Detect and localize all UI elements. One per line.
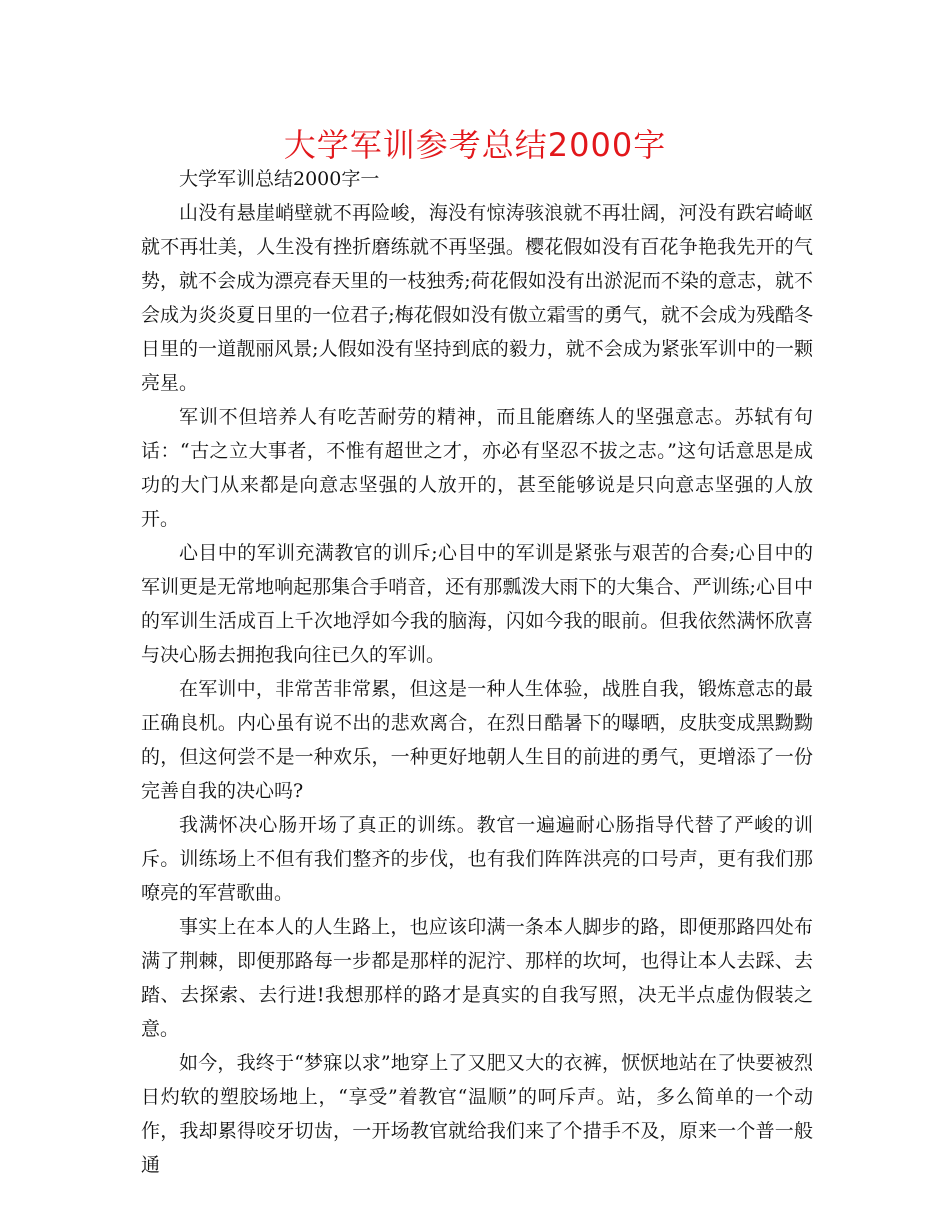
paragraph: 在军训中，非常苦非常累，但这是一种人生体验，战胜自我，锻炼意志的最正确良机。内心虽有说不出的悲欢离合，在烈日酷暑下的曝晒，皮肤变成黑黝黝的，但这何尝不是一种欢乐，一种更好地朝人生目的前进的勇气，更增添了一份完善自我的决心吗? [141, 678, 813, 802]
paragraph: 如今，我终于“梦寐以求”地穿上了又肥又大的衣裤，恹恹地站在了快要被烈日灼软的塑胶场地上，“享受”着教官“温顺”的呵斥声。站，多么简单的一个动作，我却累得咬牙切齿，一开场教官就给我们来了个措手不及，原来一个普一般通 [141, 1052, 813, 1176]
document-title: 大学军训参考总结2000字 [283, 126, 667, 164]
paragraph: 山没有悬崖峭壁就不再险峻，海没有惊涛骇浪就不再壮阔，河没有跌宕崎岖就不再壮美，人生没有挫折磨练就不再坚强。樱花假如没有百花争艳我先开的气势，就不会成为漂亮春天里的一枝独秀;荷花假如没有出淤泥而不染的意志，就不会成为炎炎夏日里的一位君子;梅花假如没有傲立霜雪的勇气，就不会成为残酷冬日里的一道靓丽风景;人假如没有坚持到底的毅力，就不会成为紧张军训中的一颗亮星。 [141, 202, 813, 394]
document-body [141, 162, 813, 1182]
paragraph: 心目中的军训充满教官的训斥;心目中的军训是紧张与艰苦的合奏;心目中的军训更是无常地响起那集合手哨音，还有那瓢泼大雨下的大集合、严训练;心目中的军训生活成百上千次地浮如今我的脑海，闪如今我的眼前。但我依然满怀欣喜与决心肠去拥抱我向往已久的军训。 [141, 542, 813, 666]
paragraph: 我满怀决心肠开场了真正的训练。教官一遍遍耐心肠指导代替了严峻的训斥。训练场上不但有我们整齐的步伐，也有我们阵阵洪亮的口号声，更有我们那嘹亮的军营歌曲。 [141, 814, 813, 904]
paragraph-subtitle: 大学军训总结2000字一 [179, 168, 380, 190]
paragraph: 军训不但培养人有吃苦耐劳的精神，而且能磨练人的坚强意志。苏轼有句话：“古之立大事者，不惟有超世之才，亦必有坚忍不拔之志。”这句话意思是成功的大门从来都是向意志坚强的人放开的，甚至能够说是只向意志坚强的人放开。 [141, 406, 813, 530]
paragraph: 事实上在本人的人生路上，也应该印满一条本人脚步的路，即便那路四处布满了荆棘，即便那路每一步都是那样的泥泞、那样的坎坷，也得让本人去踩、去踏、去探索、去行进!我想那样的路才是真实的自我写照，决无半点虚伪假装之意。 [141, 916, 813, 1040]
